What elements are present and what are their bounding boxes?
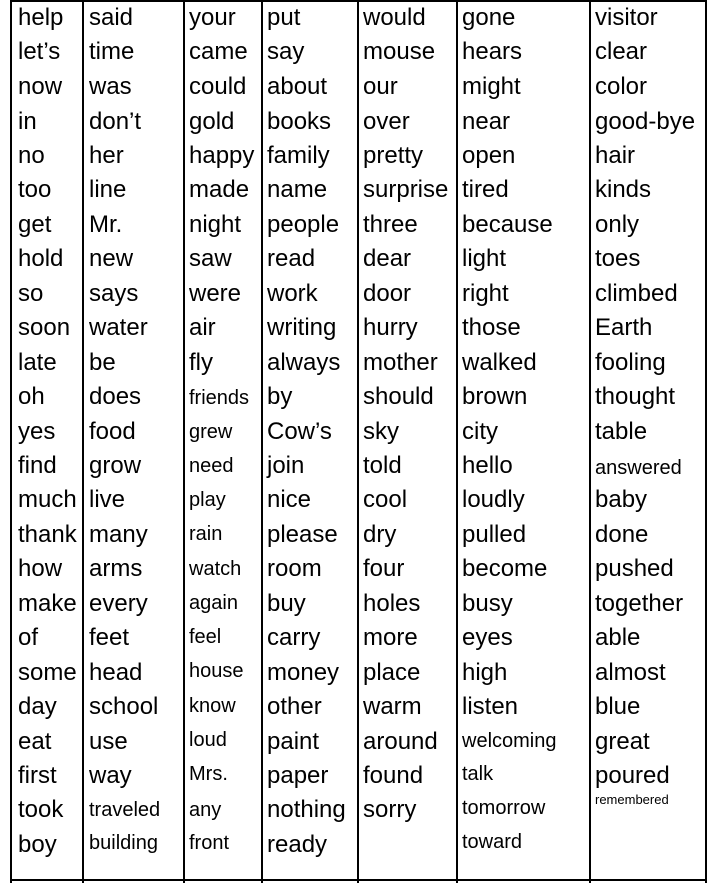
word-cell: boy — [18, 831, 57, 858]
word-cell: soon — [18, 314, 71, 341]
word-cell: hair — [595, 142, 636, 169]
word-cell: would — [363, 4, 426, 31]
word-cell: oh — [18, 383, 45, 410]
word-cell: use — [89, 728, 128, 755]
word-cell: read — [267, 245, 316, 272]
word-cell: Earth — [595, 314, 653, 341]
word-cell: Mrs. — [189, 763, 228, 785]
word-cell: tired — [462, 176, 509, 203]
word-cell: know — [189, 695, 236, 717]
word-cell: answered — [595, 457, 682, 479]
word-cell: say — [267, 38, 305, 65]
word-cell: almost — [595, 659, 666, 686]
word-cell: new — [89, 245, 134, 272]
word-cell: walked — [462, 349, 537, 376]
word-cell: welcoming — [462, 730, 557, 752]
word-cell: sky — [363, 418, 399, 445]
word-cell: always — [267, 349, 341, 376]
word-cell: carry — [267, 624, 321, 651]
word-cell: baby — [595, 486, 648, 513]
word-cell: gold — [189, 108, 235, 135]
word-cell: hurry — [363, 314, 418, 341]
word-cell: together — [595, 590, 684, 617]
word-cell: school — [89, 693, 159, 720]
word-cell: were — [189, 280, 242, 307]
word-cell: let’s — [18, 38, 61, 65]
word-cell: talk — [462, 763, 494, 785]
word-cell: around — [363, 728, 438, 755]
word-cell: make — [18, 590, 77, 617]
word-cell: climbed — [595, 280, 678, 307]
word-cell: your — [189, 4, 236, 31]
word-cell: paint — [267, 728, 320, 755]
word-cell: water — [89, 314, 148, 341]
word-cell: near — [462, 108, 511, 135]
word-cell: join — [267, 452, 305, 479]
word-cell: four — [363, 555, 405, 582]
word-cell: cool — [363, 486, 408, 513]
word-cell: now — [18, 73, 63, 100]
word-cell: loud — [189, 729, 227, 751]
word-cell: hold — [18, 245, 64, 272]
word-cell: those — [462, 314, 521, 341]
word-cell: food — [89, 418, 136, 445]
word-cell: people — [267, 211, 340, 238]
word-cell: light — [462, 245, 507, 272]
word-cell: clear — [595, 38, 648, 65]
word-cell: great — [595, 728, 650, 755]
column-divider — [10, 0, 12, 883]
column-divider — [456, 0, 458, 883]
word-cell: dry — [363, 521, 397, 548]
word-cell: be — [89, 349, 116, 376]
word-cell: fooling — [595, 349, 666, 376]
word-cell: holes — [363, 590, 421, 617]
word-cell: room — [267, 555, 322, 582]
word-cell: live — [89, 486, 126, 513]
word-cell: how — [18, 555, 63, 582]
word-cell: first — [18, 762, 57, 789]
word-cell: mouse — [363, 38, 436, 65]
word-cell: friends — [189, 387, 250, 409]
column-divider — [261, 0, 263, 883]
word-cell: done — [595, 521, 649, 548]
word-cell: don’t — [89, 108, 142, 135]
word-cell: need — [189, 455, 234, 477]
word-cell: watch — [189, 558, 242, 580]
word-cell: eat — [18, 728, 52, 755]
word-cell: become — [462, 555, 548, 582]
column-divider — [82, 0, 84, 883]
word-cell: play — [189, 489, 226, 511]
word-cell: might — [462, 73, 521, 100]
word-cell: our — [363, 73, 398, 100]
word-cell: feel — [189, 626, 222, 648]
word-cell: blue — [595, 693, 641, 720]
word-cell: city — [462, 418, 498, 445]
word-cell: in — [18, 108, 37, 135]
word-cell: writing — [267, 314, 337, 341]
word-cell: late — [18, 349, 57, 376]
word-cell: table — [595, 418, 648, 445]
word-cell: nice — [267, 486, 312, 513]
word-cell: of — [18, 624, 39, 651]
word-cell: nothing — [267, 796, 346, 823]
word-cell: said — [89, 4, 134, 31]
word-cell: get — [18, 211, 52, 238]
word-cell: door — [363, 280, 412, 307]
word-cell: sorry — [363, 796, 417, 823]
word-cell: name — [267, 176, 328, 203]
word-cell: loudly — [462, 486, 525, 513]
word-cell: three — [363, 211, 418, 238]
word-cell: good-bye — [595, 108, 696, 135]
word-cell: Mr. — [89, 211, 123, 238]
word-cell: air — [189, 314, 216, 341]
word-cell: paper — [267, 762, 329, 789]
word-cell: some — [18, 659, 77, 686]
word-cell: find — [18, 452, 57, 479]
word-cell: high — [462, 659, 508, 686]
word-cell: saw — [189, 245, 232, 272]
word-cell: many — [89, 521, 148, 548]
word-cell: poured — [595, 762, 670, 789]
word-cell: able — [595, 624, 641, 651]
word-cell: toward — [462, 831, 523, 853]
word-cell: head — [89, 659, 143, 686]
word-cell: place — [363, 659, 421, 686]
word-cell: her — [89, 142, 124, 169]
word-cell: way — [89, 762, 132, 789]
word-cell: more — [363, 624, 418, 651]
word-cell: listen — [462, 693, 519, 720]
word-cell: only — [595, 211, 640, 238]
word-cell: ready — [267, 831, 328, 858]
word-cell: much — [18, 486, 77, 513]
word-cell: other — [267, 693, 322, 720]
word-cell: work — [267, 280, 318, 307]
word-cell: pulled — [462, 521, 527, 548]
word-cell: tomorrow — [462, 797, 546, 819]
word-cell: took — [18, 796, 64, 823]
word-cell: help — [18, 4, 64, 31]
word-cell: brown — [462, 383, 528, 410]
word-cell: thank — [18, 521, 77, 548]
word-cell: says — [89, 280, 139, 307]
word-cell: time — [89, 38, 135, 65]
word-cell: kinds — [595, 176, 652, 203]
word-cell: front — [189, 832, 230, 854]
word-cell: pushed — [595, 555, 674, 582]
word-cell: could — [189, 73, 247, 100]
word-cell: grew — [189, 421, 233, 443]
word-cell: thought — [595, 383, 676, 410]
word-cell: color — [595, 73, 648, 100]
word-cell: should — [363, 383, 434, 410]
word-cell: family — [267, 142, 330, 169]
word-cell: visitor — [595, 4, 658, 31]
word-cell: does — [89, 383, 142, 410]
word-cell: happy — [189, 142, 255, 169]
word-cell: put — [267, 4, 301, 31]
word-cell: busy — [462, 590, 513, 617]
word-cell: toes — [595, 245, 641, 272]
word-cell: about — [267, 73, 328, 100]
word-cell: warm — [363, 693, 422, 720]
word-cell: every — [89, 590, 148, 617]
word-cell: grow — [89, 452, 142, 479]
word-cell: by — [267, 383, 293, 410]
word-cell: night — [189, 211, 242, 238]
word-cell: pretty — [363, 142, 424, 169]
word-cell: over — [363, 108, 410, 135]
word-cell: line — [89, 176, 127, 203]
word-cell: building — [89, 832, 158, 854]
word-cell: came — [189, 38, 248, 65]
word-cell: buy — [267, 590, 306, 617]
word-cell: money — [267, 659, 340, 686]
word-cell: please — [267, 521, 338, 548]
column-divider — [589, 0, 591, 883]
word-cell: right — [462, 280, 509, 307]
word-cell: mother — [363, 349, 438, 376]
word-cell: gone — [462, 4, 516, 31]
word-cell: fly — [189, 349, 213, 376]
word-cell: arms — [89, 555, 143, 582]
table-border-right — [705, 0, 707, 883]
word-cell: Cow’s — [267, 418, 332, 445]
word-cell: books — [267, 108, 332, 135]
word-cell: because — [462, 211, 553, 238]
word-cell: found — [363, 762, 424, 789]
word-cell: hears — [462, 38, 523, 65]
column-divider — [183, 0, 185, 883]
word-cell: house — [189, 660, 244, 682]
word-cell: dear — [363, 245, 412, 272]
word-cell: made — [189, 176, 250, 203]
word-cell: too — [18, 176, 52, 203]
column-divider — [357, 0, 359, 883]
word-cell: eyes — [462, 624, 513, 651]
word-cell: day — [18, 693, 57, 720]
word-cell: any — [189, 799, 222, 821]
word-cell: hello — [462, 452, 513, 479]
word-cell: was — [89, 73, 132, 100]
word-cell: no — [18, 142, 45, 169]
word-cell: again — [189, 592, 238, 614]
word-cell: feet — [89, 624, 130, 651]
word-cell: traveled — [89, 799, 161, 821]
word-cell: told — [363, 452, 402, 479]
word-cell: so — [18, 280, 44, 307]
word-cell: remembered — [595, 792, 669, 807]
word-cell: rain — [189, 523, 223, 545]
word-cell: surprise — [363, 176, 449, 203]
word-cell: open — [462, 142, 516, 169]
word-cell: yes — [18, 418, 56, 445]
